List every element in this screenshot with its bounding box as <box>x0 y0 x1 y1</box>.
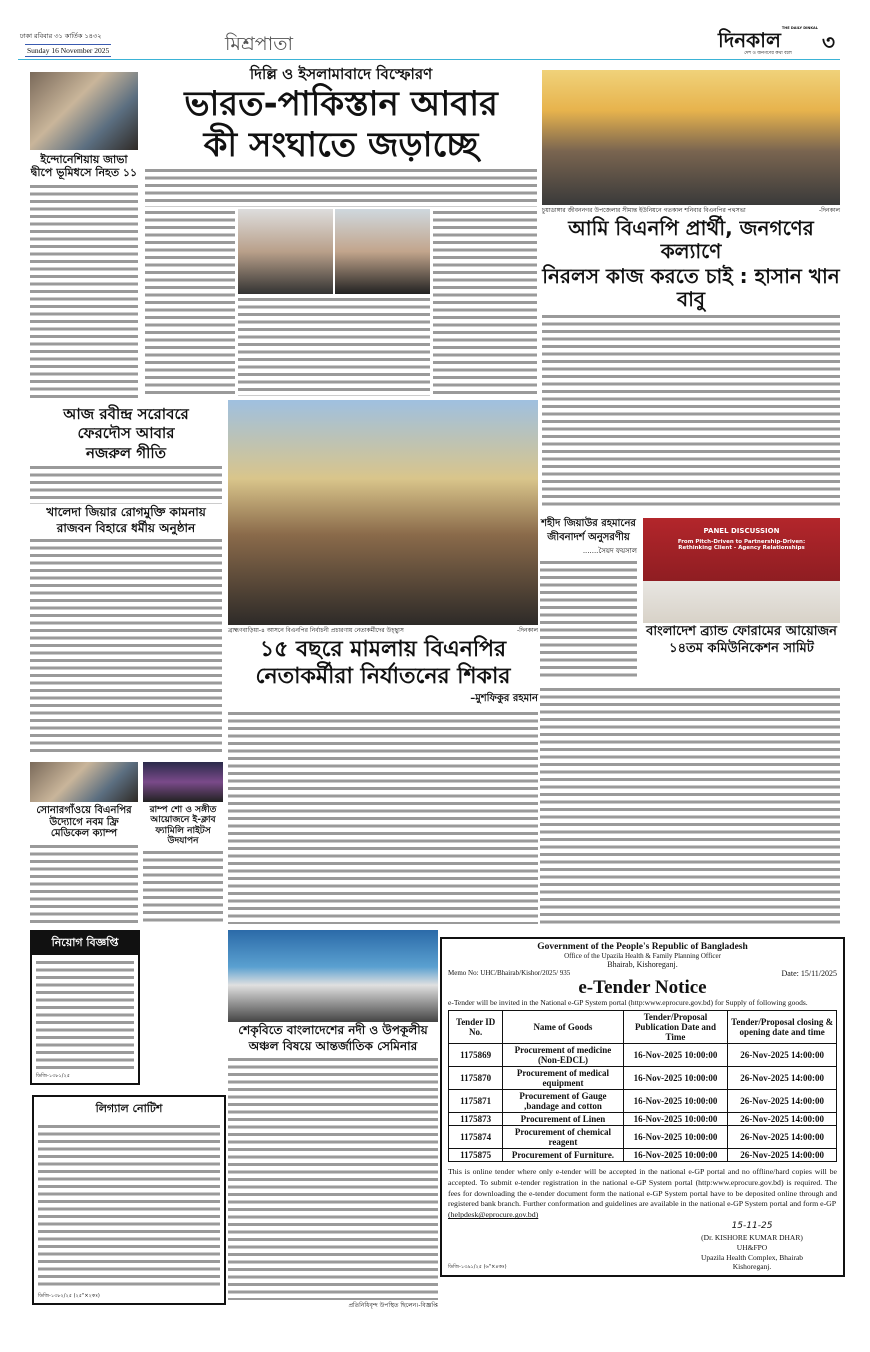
tender-row <box>449 1125 837 1148</box>
sonargaon-photo <box>30 762 138 802</box>
goods-name: Procurement of Linen <box>503 1112 623 1125</box>
hasan-body <box>542 313 840 510</box>
eclub-story <box>143 762 223 926</box>
rally-caption-row <box>542 207 840 215</box>
crowd-photo <box>228 400 538 625</box>
crowd-caption: ব্রাহ্মণবাড়িয়া-৪ আসনে বিএনপির নির্বাচনী প্রচারণায় নেতাকর্মীদের উচ্ছ্বাস <box>228 627 404 634</box>
bnp15-headline-1: ১৫ বছরে মামলায় বিএনপির <box>259 636 507 662</box>
ferdous-headline-2: ফেরদৌস আবার <box>77 424 175 443</box>
header-rule <box>18 59 840 60</box>
closing-date: 26-Nov-2025 14:00:00 <box>728 1125 837 1148</box>
tender-body: This is online tender where only e-tender will be accepted in the national e-GP portal and no offline/hard copies will be accepted. To submit e-tender registration in the national e-GP System portal (http:www.eprocure.gov.bd) is required. The fees for downloading the e-tender document form the national e-GP System portal have to be deposited online through and registered bank branch. Further conformation and guidelines are available in the national e-GP System portal and form e-GP <box>448 1166 837 1209</box>
tender-id: 1175871 <box>449 1089 503 1112</box>
sonargaon-story <box>30 762 138 926</box>
sonargaon-body <box>30 843 138 927</box>
tender-memo: Memo No: UHC/Bhairab/Kishor/2025/ 935 <box>448 969 571 977</box>
bnp15-byline: –মুশফিকুর রহমান <box>470 693 538 705</box>
goods-name: Procurement of medicine (Non-EDCL) <box>503 1043 623 1066</box>
signer-district: Kishoreganj. <box>732 1262 772 1272</box>
khaleda-headline-1: খালেদা জিয়ার রোগমুক্তি কামনায় <box>46 504 206 519</box>
col-publication: Tender/Proposal Publication Date and Time <box>623 1010 728 1043</box>
masthead <box>0 0 870 60</box>
niyog-notice <box>30 930 140 1085</box>
tender-row <box>449 1066 837 1089</box>
eclub-body <box>143 849 223 926</box>
ferdous-headline-1: আজ রবীন্দ্র সরোবরে <box>63 405 189 423</box>
closing-date: 26-Nov-2025 14:00:00 <box>728 1089 837 1112</box>
tagline: দেশ ও জনগণের কথা বলে <box>744 51 792 56</box>
publication-date: 16-Nov-2025 10:00:00 <box>623 1125 728 1148</box>
khaleda-headline-2: রাজবন বিহারে ধর্মীয় অনুষ্ঠান <box>56 520 196 535</box>
seminar-story <box>228 930 438 1310</box>
tender-row <box>449 1089 837 1112</box>
hasan-headline-1: আমি বিএনপি প্রার্থী, জনগণের কল্যাণে <box>568 215 814 263</box>
tender-id: 1175874 <box>449 1125 503 1148</box>
seminar-body <box>228 1056 438 1301</box>
goods-name: Procurement of Furniture. <box>503 1148 623 1161</box>
zia-byline: .......সৈয়দ ফয়সাল <box>582 547 637 555</box>
goods-name: Procurement of chemical reagent <box>503 1125 623 1148</box>
legal-body <box>38 1123 220 1289</box>
signature-date: 15-11-25 <box>731 1221 773 1232</box>
tender-title: e-Tender Notice <box>578 977 707 998</box>
lead-kicker: দিল্লি ও ইসলামাবাদে বিস্ফোরণ <box>249 65 433 83</box>
tender-footer <box>448 1221 837 1272</box>
goods-name: Procurement of medical equipment <box>503 1066 623 1089</box>
zia-headline-2: জীবনাদর্শ অনুসরণীয় <box>547 531 630 543</box>
publication-date: 16-Nov-2025 10:00:00 <box>623 1112 728 1125</box>
signer-name: (Dr. KISHORE KUMAR DHAR) <box>701 1233 803 1242</box>
panel-body <box>540 686 840 924</box>
indonesia-story <box>30 72 138 400</box>
lead-photo-row <box>238 209 430 294</box>
niyog-title: নিয়োগ বিজ্ঞপ্তি <box>32 932 138 955</box>
panel-headline-2: ১৪তম কমিউনিকেশন সামিট <box>669 640 814 656</box>
lead-body-mid <box>238 296 430 396</box>
publication-date: 16-Nov-2025 10:00:00 <box>623 1043 728 1066</box>
publication-date: 16-Nov-2025 10:00:00 <box>623 1089 728 1112</box>
closing-date: 26-Nov-2025 14:00:00 <box>728 1043 837 1066</box>
indonesia-body <box>30 183 138 400</box>
tender-row <box>449 1112 837 1125</box>
col-closing: Tender/Proposal closing & opening date and time <box>728 1010 837 1043</box>
modi-photo <box>238 209 333 294</box>
signer-designation: UH&FPO <box>736 1242 768 1252</box>
bnp15-headline-2: নেতাকর্মীরা নির্যাতনের শিকার <box>255 664 511 690</box>
lead-headline-1: ভারত-পাকিস্তান আবার <box>184 84 498 125</box>
legal-notice <box>32 1095 226 1305</box>
bnp15-story <box>228 400 538 924</box>
sharif-photo <box>335 209 430 294</box>
tender-id: 1175869 <box>449 1043 503 1066</box>
tender-table <box>448 1010 837 1162</box>
indonesia-headline: ইন্দোনেশিয়ায় জাভা দ্বীপে ভূমিধসে নিহত ১১ <box>30 153 138 179</box>
zia-story <box>540 518 637 680</box>
closing-date: 26-Nov-2025 14:00:00 <box>728 1148 837 1161</box>
tender-email: (helpdesk@eprocure.gov.bd) <box>448 1210 539 1220</box>
seminar-headline-1: শেকৃবিতে বাংলাদেশের নদী ও উপকূলীয় <box>238 1023 428 1037</box>
date-english: Sunday 16 November 2025 <box>27 46 110 55</box>
lead-body-right <box>433 209 537 396</box>
lead-body-row <box>145 209 537 396</box>
ferdous-story <box>30 406 222 756</box>
legal-code: ডিজি-১৩৮২/২৫ (২৫"×২কঃ) <box>38 1293 100 1299</box>
zia-body <box>540 559 637 680</box>
tender-id: 1175875 <box>449 1148 503 1161</box>
lead-headline-2: কী সংঘাতে জড়াচ্ছে <box>203 125 479 166</box>
panel-headline-1: বাংলাদেশ ব্র্যান্ড ফোরামের আয়োজন <box>646 624 837 639</box>
legal-title: লিগ্যাল নোটিশ <box>95 1102 163 1115</box>
rally-photo <box>542 70 840 205</box>
crowd-caption-row <box>228 627 538 635</box>
tender-intro: e-Tender will be invited in the National e-GP System portal (http:www.eprocure.gov.bd) for Supply of following goods. <box>448 997 808 1007</box>
section-title: মিশ্রপাতা <box>225 33 293 55</box>
hasan-headline-2: নিরলস কাজ করতে চাই : হাসান খান বাবু <box>542 263 840 311</box>
logo <box>718 26 818 57</box>
signature-block <box>667 1221 837 1272</box>
tender-office: Office of the Upazila Health & Family Planning Officer <box>564 952 721 960</box>
signer-org: Upazila Health Complex, Bhairab <box>700 1252 804 1262</box>
tender-row <box>449 1043 837 1066</box>
hasan-story <box>542 207 840 510</box>
khaleda-body <box>30 537 222 756</box>
closing-date: 26-Nov-2025 14:00:00 <box>728 1066 837 1089</box>
panel-story <box>643 518 840 680</box>
crowd-credit: -দিনকাল <box>516 627 538 634</box>
seminar-headline-2: অঞ্চল বিষয়ে আন্তর্জাতিক সেমিনার <box>248 1038 418 1053</box>
ferdous-body <box>30 464 222 504</box>
logo-text: দিনকাল <box>718 28 781 52</box>
niyog-body <box>36 959 134 1069</box>
seminar-end: প্রতিনিধিবৃন্দ উপস্থিত ছিলেন।-বিজ্ঞপ্তি <box>348 1302 438 1310</box>
lead-story <box>145 66 537 396</box>
bnp15-body <box>228 710 538 924</box>
rally-credit: -দিনকাল <box>818 207 840 214</box>
tender-date: Date: 15/11/2025 <box>781 969 837 978</box>
ferdous-headline-3: নজরুল গীতি <box>86 443 166 462</box>
tender-notice <box>440 937 845 1277</box>
eclub-headline: রাম্প শো ও সঙ্গীত আয়োজনে ই-ক্লাব ফ্যামিলি নাইটস উদযাপন <box>149 805 217 847</box>
page-number: ৩ <box>822 30 836 54</box>
closing-date: 26-Nov-2025 14:00:00 <box>728 1112 837 1125</box>
lead-photos <box>238 209 430 396</box>
rally-caption: চুয়াডাঙ্গার জীবননগর উপজেলার সীমান্ত ইউনিয়নে গতকাল শনিবার বিএনপির পথসভা <box>542 207 746 214</box>
tender-row <box>449 1148 837 1161</box>
goods-name: Procurement of Gauge ,bandage and cotton <box>503 1089 623 1112</box>
panel-photo <box>643 518 840 623</box>
date-bengali: ঢাকা রবিবার ৩১ কার্তিক ১৪৩২ <box>20 32 102 40</box>
publication-date: 16-Nov-2025 10:00:00 <box>623 1066 728 1089</box>
sonargaon-headline: সোনারগাঁওয়ে বিএনপির উদ্যোগে নবম ফ্রি মেডিকেল ক্যাম্প <box>36 805 132 839</box>
tender-id: 1175873 <box>449 1112 503 1125</box>
indonesia-photo <box>30 72 138 150</box>
seminar-photo <box>228 930 438 1022</box>
publication-date: 16-Nov-2025 10:00:00 <box>623 1148 728 1161</box>
tender-code: ডিজি-১৩৯১/২৫ (৬"×৪কঃ) <box>448 1264 507 1270</box>
tender-gov: Government of the People's Republic of Bangladesh <box>537 942 748 952</box>
panel-sub-1: From Pitch-Driven to Partnership-Driven: <box>677 539 806 545</box>
logo-small: THE DAILY DINKAL <box>781 26 818 30</box>
zia-headline-1: শহীদ জিয়াউর রহমানের <box>541 518 636 529</box>
niyog-code: ডিজি-১৩৮১/২৫ <box>36 1073 70 1079</box>
tender-place: Bhairab, Kishoreganj. <box>607 960 678 969</box>
panel-sub-2: Rethinking Client - Agency Relationships <box>678 545 805 551</box>
col-tender-id: Tender ID No. <box>449 1010 503 1043</box>
col-goods: Name of Goods <box>503 1010 623 1043</box>
lead-body <box>145 167 537 207</box>
lead-body-left <box>145 209 235 396</box>
panel-banner: PANEL DISCUSSION <box>703 527 780 535</box>
tender-id: 1175870 <box>449 1066 503 1089</box>
eclub-photo <box>143 762 223 802</box>
